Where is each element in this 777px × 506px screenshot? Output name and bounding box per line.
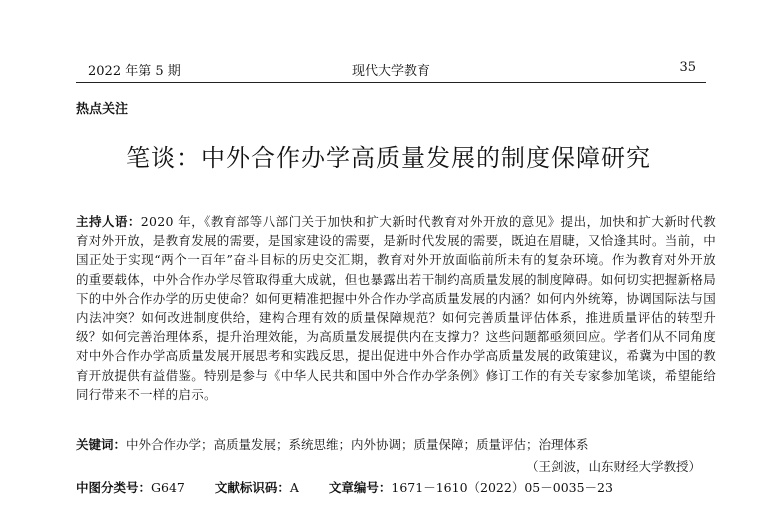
article-title: 笔谈：中外合作办学高质量发展的制度保障研究 (126, 144, 651, 172)
journal-name: 现代大学教育 (351, 64, 430, 79)
author-attribution: （王剑波，山东财经大学教授） (525, 459, 701, 474)
running-header (76, 60, 706, 80)
keywords (76, 435, 589, 453)
page-number: 35 (679, 60, 696, 75)
host-remarks-label: 主持人语： (76, 214, 141, 229)
clc-value: G647 (151, 480, 185, 495)
doc-code-label: 文献标识码： (214, 480, 290, 495)
issue-number: 2022 年第 5 期 (88, 64, 181, 79)
doc-code-value: A (289, 480, 299, 495)
host-remarks (76, 212, 716, 404)
clc-label: 中图分类号： (76, 480, 152, 495)
header-divider (76, 82, 706, 83)
article-number-value: 1671－1610（2022）05－0035－23 (391, 480, 613, 495)
host-remarks-text: 2020 年，《教育部等八部门关于加快和扩大新时代教育对外开放的意见》提出，加快和扩大新时代教育对外开放，是教育发展的需要，是国家建设的需要，是新时代发展的需要，既迫在眉睫，又恰逢其时。当前，中国正处于实现“两个一百年”奋斗目标的历史交汇期，教育对外开放面临前所未有的复杂环境。作为教育对外开放的重要载体，中外合作办学尽管取得重大成就，但也暴露出若干制约高质量发展的制度障碍。如何切实把握新格局下的中外合作办学的历史使命？如何更精准把握中外合作办学高质量发展的内涵？如何内外统筹，协调国际法与国内法冲突？如何改进制度供给，建构合理有效的质量保障规范？如何完善质量评估体系，推进质量评估的转型升级？如何完善治理体系，提升治理效能，为高质量发展提供内在支撑力？这些问题都亟须回应。学者们从不同角度对中外合作办学高质量发展开展思考和实践反思，提出促进中外合作办学高质量发展的政策建议，希冀为中国的教育开放提供有益借鉴。特别是参与《中华人民共和国中外合作办学条例》修订工作的有关专家参加笔谈，希望能给同行带来不一样的启示。 (76, 214, 717, 402)
keywords-text: 中外合作办学；高质量发展；系统思维；内外协调；质量保障；质量评估；治理体系 (126, 437, 589, 452)
section-label: 热点关注 (76, 102, 129, 117)
article-number-label: 文章编号： (328, 480, 392, 495)
classification-info (76, 478, 639, 496)
keywords-label: 关键词： (76, 437, 127, 452)
